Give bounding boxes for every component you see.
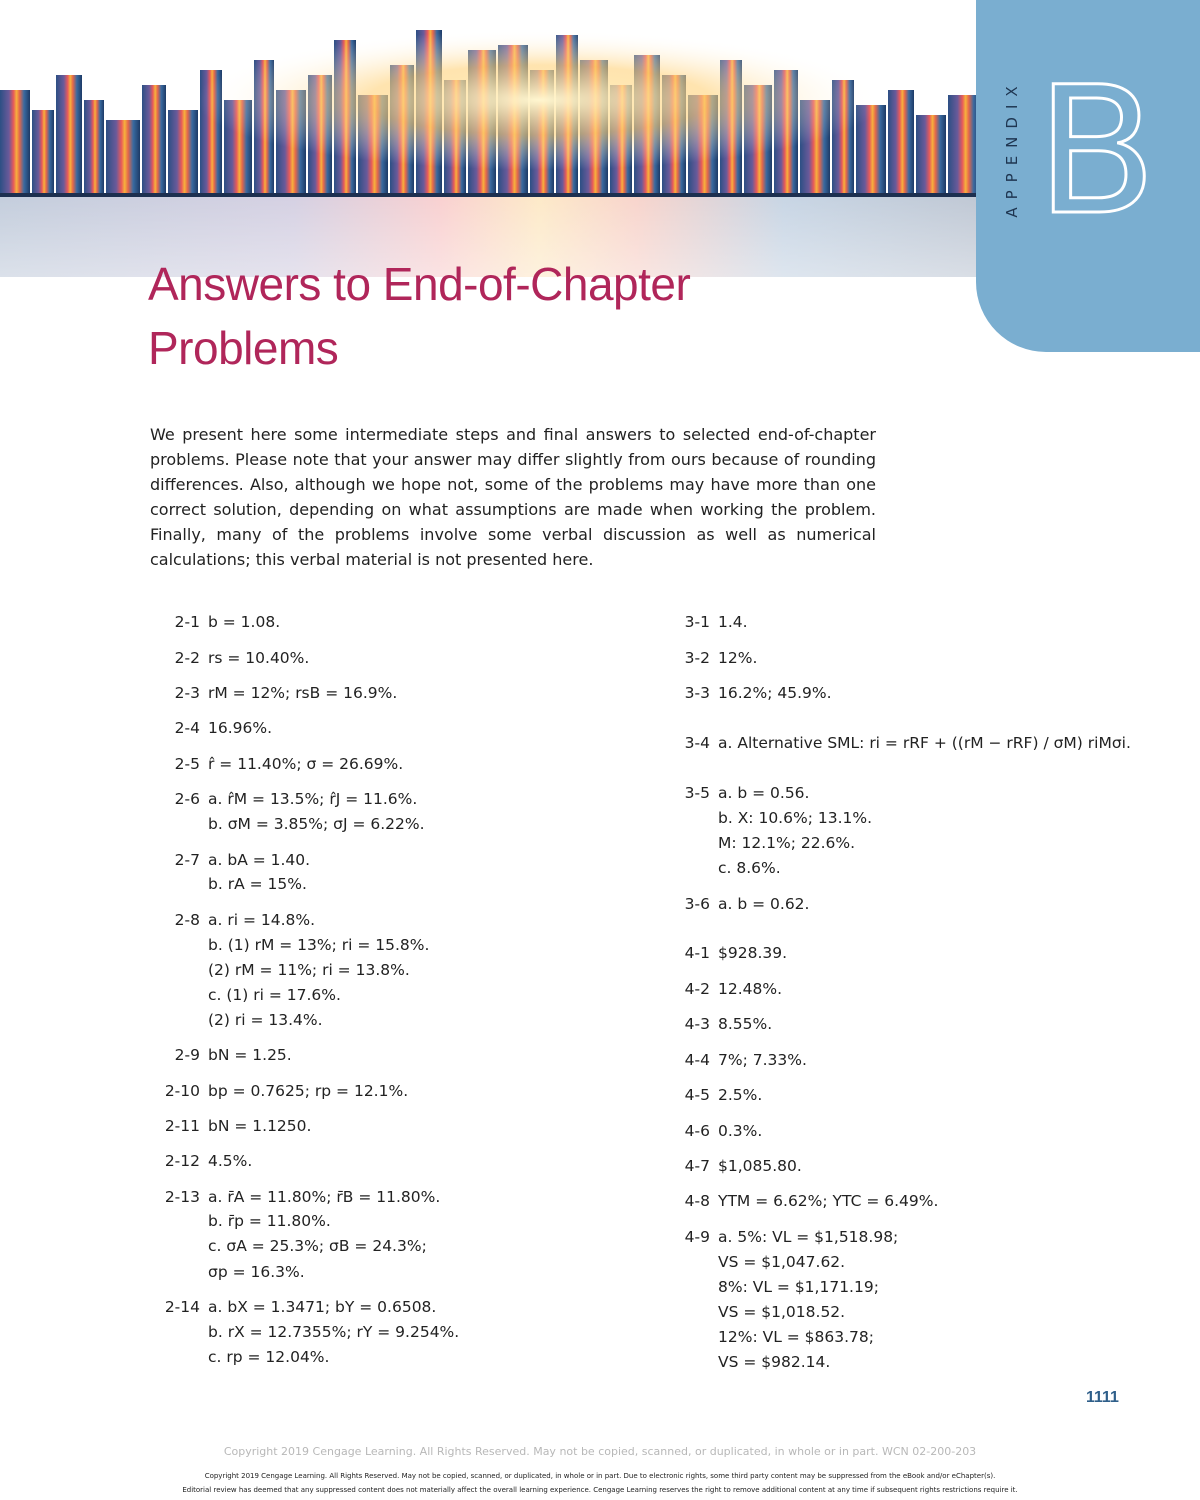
answer-text: bp = 0.7625; rp = 12.1%. (208, 1082, 409, 1100)
problem-number: 3-5 (684, 784, 710, 802)
problem-number: 2-13 (164, 1188, 200, 1206)
answer-text: a. ri = 14.8%. (208, 911, 316, 929)
problem-number: 2-12 (164, 1152, 200, 1170)
answer-text: 12%. (718, 649, 758, 667)
answer-text: VS = $982.14. (718, 1353, 831, 1371)
problem-number: 2-6 (174, 790, 200, 808)
problem-number: 4-9 (684, 1228, 710, 1246)
answer-text: 8.55%. (718, 1015, 773, 1033)
problem-number: 4-2 (684, 980, 710, 998)
answer-text: 12.48%. (718, 980, 783, 998)
answer-text: r̂ = 11.40%; σ = 26.69%. (208, 755, 404, 773)
answer-text: YTM = 6.62%; YTC = 6.49%. (718, 1192, 939, 1210)
page-number: 1111 (1086, 1389, 1119, 1406)
answer-text: 8%: VL = $1,171.19; (718, 1278, 879, 1296)
answer-text: 7%; 7.33%. (718, 1051, 807, 1069)
problem-number: 2-1 (174, 613, 200, 631)
answer-text: 12%: VL = $863.78; (718, 1328, 874, 1346)
problem-number: 2-9 (174, 1046, 200, 1064)
answer-text: c. σA = 25.3%; σB = 24.3%; (208, 1237, 427, 1255)
answer-text: VS = $1,018.52. (718, 1303, 846, 1321)
copyright-notice (0, 1469, 1200, 1497)
answer-text: b. σM = 3.85%; σJ = 6.22%. (208, 815, 425, 833)
problem-number: 4-8 (684, 1192, 710, 1210)
appendix-letter: B (1036, 49, 1157, 254)
problem-number: 2-10 (164, 1082, 200, 1100)
answer-text: rs = 10.40%. (208, 649, 310, 667)
problem-number: 2-14 (164, 1298, 200, 1316)
problem-number: 4-6 (684, 1122, 710, 1140)
answer-text: 1.4. (718, 613, 748, 631)
problem-number: 4-3 (684, 1015, 710, 1033)
problem-number: 2-4 (174, 719, 200, 737)
problem-number: 2-3 (174, 684, 200, 702)
problem-number: 2-8 (174, 911, 200, 929)
answer-text: a. bA = 1.40. (208, 851, 311, 869)
problem-number: 4-5 (684, 1086, 710, 1104)
answer-text: b. X: 10.6%; 13.1%. (718, 809, 873, 827)
answer-text: (2) rM = 11%; ri = 13.8%. (208, 961, 410, 979)
answer-text: b. rA = 15%. (208, 875, 307, 893)
answer-text: 16.96%. (208, 719, 273, 737)
answer-text: a. r̂M = 13.5%; r̂J = 11.6%. (208, 790, 418, 808)
answer-text: 16.2%; 45.9%. (718, 684, 832, 702)
copyright-notice-line1: Copyright 2019 Cengage Learning. All Rights Reserved. May not be copied, scanned, or duplicated, in whole or in part. Due to electronic rights, some third party content may be suppressed from the eBook and/or eChapter(s). (204, 1472, 996, 1480)
answer-text: rM = 12%; rsB = 16.9%. (208, 684, 398, 702)
answer-text: b. rX = 12.7355%; rY = 9.254%. (208, 1323, 460, 1341)
answers-right-column (660, 612, 1180, 1382)
answer-text: a. bX = 1.3471; bY = 0.6508. (208, 1298, 437, 1316)
answer-text: 4.5%. (208, 1152, 253, 1170)
page-title (148, 252, 868, 380)
problem-number: 3-2 (684, 649, 710, 667)
answer-text: bN = 1.1250. (208, 1117, 312, 1135)
answer-text: b. (1) rM = 13%; ri = 15.8%. (208, 936, 430, 954)
answer-text: 2.5%. (718, 1086, 763, 1104)
problem-number: 4-7 (684, 1157, 710, 1175)
problem-number: 2-7 (174, 851, 200, 869)
answer-text: c. rp = 12.04%. (208, 1348, 330, 1366)
copyright-watermark: Copyright 2019 Cengage Learning. All Rights Reserved. May not be copied, scanned, or duplicated, in whole or in part. WCN 02-200-203 (223, 1445, 977, 1458)
answer-text: VS = $1,047.62. (718, 1253, 846, 1271)
answer-text: b. r̄p = 11.80%. (208, 1212, 331, 1230)
answer-text: a. b = 0.62. (718, 895, 810, 913)
problem-number: 3-4 (684, 734, 710, 752)
page-title-line1: Answers to End-of-Chapter (148, 258, 691, 310)
answer-text: 0.3%. (718, 1122, 763, 1140)
answer-text: $1,085.80. (718, 1157, 802, 1175)
answer-text: a. Alternative SML: ri = rRF + ((rM − rRF) / σM) riMσi. (718, 734, 1131, 752)
answer-text: a. 5%: VL = $1,518.98; (718, 1228, 899, 1246)
answer-text: a. b = 0.56. (718, 784, 810, 802)
problem-number: 2-5 (174, 755, 200, 773)
problem-number: 2-11 (164, 1117, 200, 1135)
answer-text: $928.39. (718, 944, 788, 962)
page-title-line2: Problems (148, 322, 339, 374)
problem-number: 3-3 (684, 684, 710, 702)
answer-text: c. (1) ri = 17.6%. (208, 986, 341, 1004)
answer-text: σp = 16.3%. (208, 1263, 305, 1281)
problem-number: 3-6 (684, 895, 710, 913)
appendix-label-text: APPENDIX (1003, 78, 1021, 218)
problem-number: 4-1 (684, 944, 710, 962)
answer-text: bN = 1.25. (208, 1046, 292, 1064)
copyright-notice-line2: Editorial review has deemed that any suppressed content does not materially affect the overall learning experience. Cengage Learning reserves the right to remove additional content at any time if subsequent rights restrictions require it. (182, 1486, 1018, 1494)
answer-text: M: 12.1%; 22.6%. (718, 834, 856, 852)
answer-text: c. 8.6%. (718, 859, 781, 877)
problem-number: 3-1 (684, 613, 710, 631)
answer-text: (2) ri = 13.4%. (208, 1011, 323, 1029)
answers-left-column (150, 612, 590, 1382)
problem-number: 2-2 (174, 649, 200, 667)
intro-paragraph: We present here some intermediate steps and final answers to selected end-of-chapter problems. Please note that your answer may differ slightly from ours because of rounding differences. Also, although we hope not, some of the problems may have more than one correct solution, depending on what assumptions are made when working the problem. Finally, many of the problems involve some verbal discussion as well as numerical calculations; this verbal material is not presented here. (150, 425, 876, 569)
answer-text: a. r̄A = 11.80%; r̄B = 11.80%. (208, 1188, 441, 1206)
problem-number: 4-4 (684, 1051, 710, 1069)
answer-text: b = 1.08. (208, 613, 281, 631)
